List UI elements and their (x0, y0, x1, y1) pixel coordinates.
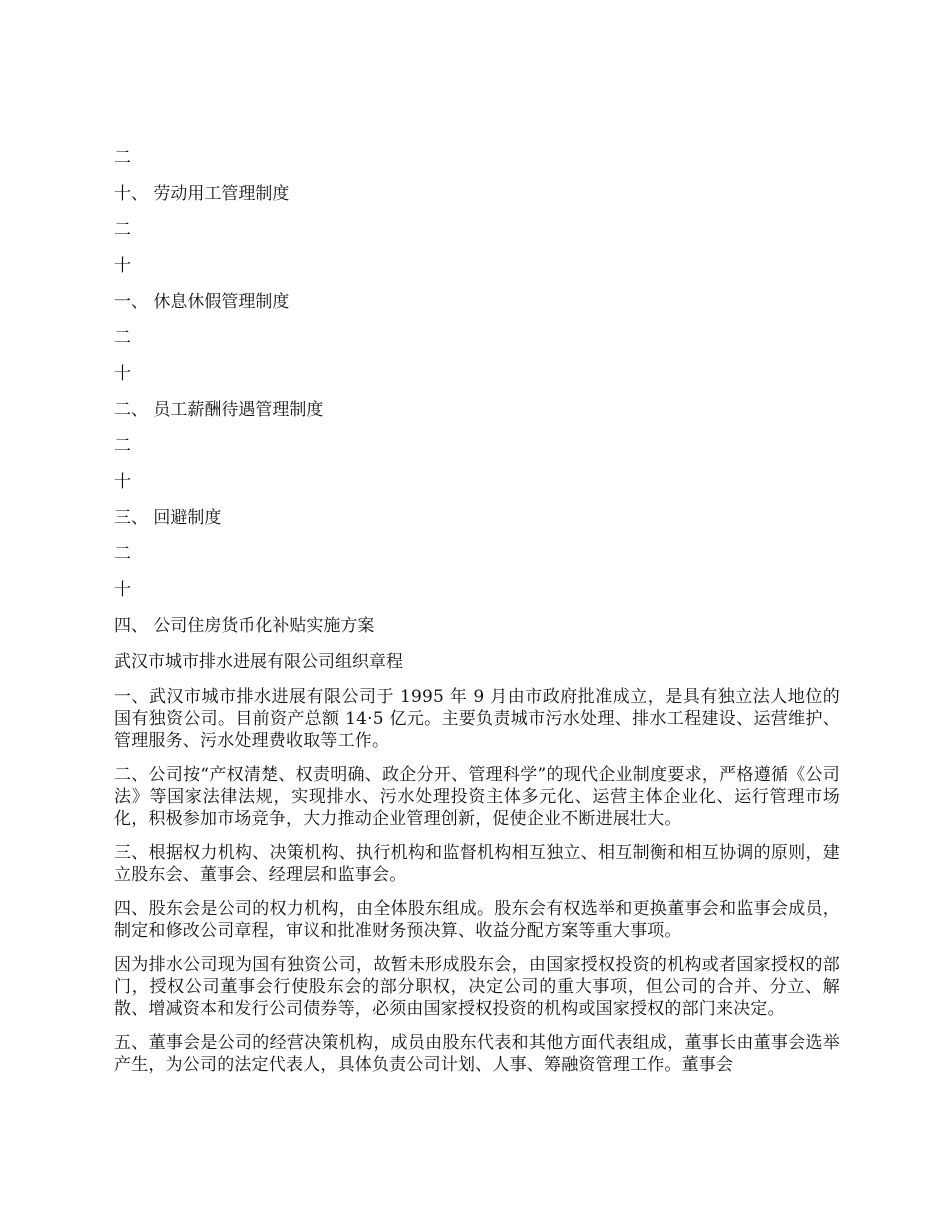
paragraph: 因为排水公司现为国有独资公司，故暂未形成股东会，由国家授权投资的机构或者国家授权的部门，授权公司董事会行使股东会的部分职权，决定公司的重大事项，但公司的合并、分立、解散、增减资本和发行公司债券等，必须由国家授权投资的机构或国家授权的部门来决定。 (114, 955, 840, 1019)
paragraph: 三、根据权力机构、决策机构、执行机构和监督机构相互独立、相互制衡和相互协调的原则，建立股东会、董事会、经理层和监事会。 (114, 843, 840, 885)
paragraph: 五、董事会是公司的经营决策机构，成员由股东代表和其他方面代表组成，董事长由董事会选举产生，为公司的法定代表人，具体负责公司计划、人事、筹融资管理工作。董事会 (114, 1033, 840, 1075)
toc-list (114, 146, 840, 650)
toc-line: 二 (114, 436, 131, 456)
toc-line: 三、 回避制度 (114, 508, 222, 528)
toc-line: 十 (114, 256, 131, 276)
toc-line: 二 (114, 544, 131, 564)
toc-line: 十 (114, 580, 131, 600)
document-body (114, 146, 840, 1088)
toc-line: 十 (114, 364, 131, 384)
section-body (114, 686, 840, 1076)
paragraph: 一、武汉市城市排水进展有限公司于 1995 年 9 月由市政府批准成立，是具有独立法人地位的国有独资公司。目前资产总额 14·5 亿元。主要负责城市污水处理、排水工程建设、运营维护、管理服务、污水处理费收取等工作。 (114, 687, 840, 751)
toc-line: 一、 休息休假管理制度 (114, 292, 290, 312)
paragraph: 二、公司按“产权清楚、权责明确、政企分开、管理科学”的现代企业制度要求，严格遵循《公司法》等国家法律法规，实现排水、污水处理投资主体多元化、运营主体企业化、运行管理市场化，积极参加市场竞争，大力推动企业管理创新，促使企业不断进展壮大。 (114, 765, 840, 829)
paragraph: 四、股东会是公司的权力机构，由全体股东组成。股东会有权选举和更换董事会和监事会成员，制定和修改公司章程，审议和批准财务预决算、收益分配方案等重大事项。 (114, 899, 840, 941)
toc-line: 二、 员工薪酬待遇管理制度 (114, 400, 324, 420)
section-title: 武汉市城市排水进展有限公司组织章程 (114, 652, 403, 672)
toc-line: 四、 公司住房货币化补贴实施方案 (114, 616, 375, 636)
toc-line: 十 (114, 472, 131, 492)
toc-line: 二 (114, 328, 131, 348)
toc-line: 二 (114, 148, 131, 168)
toc-line: 十、 劳动用工管理制度 (114, 184, 290, 204)
toc-line: 二 (114, 220, 131, 240)
